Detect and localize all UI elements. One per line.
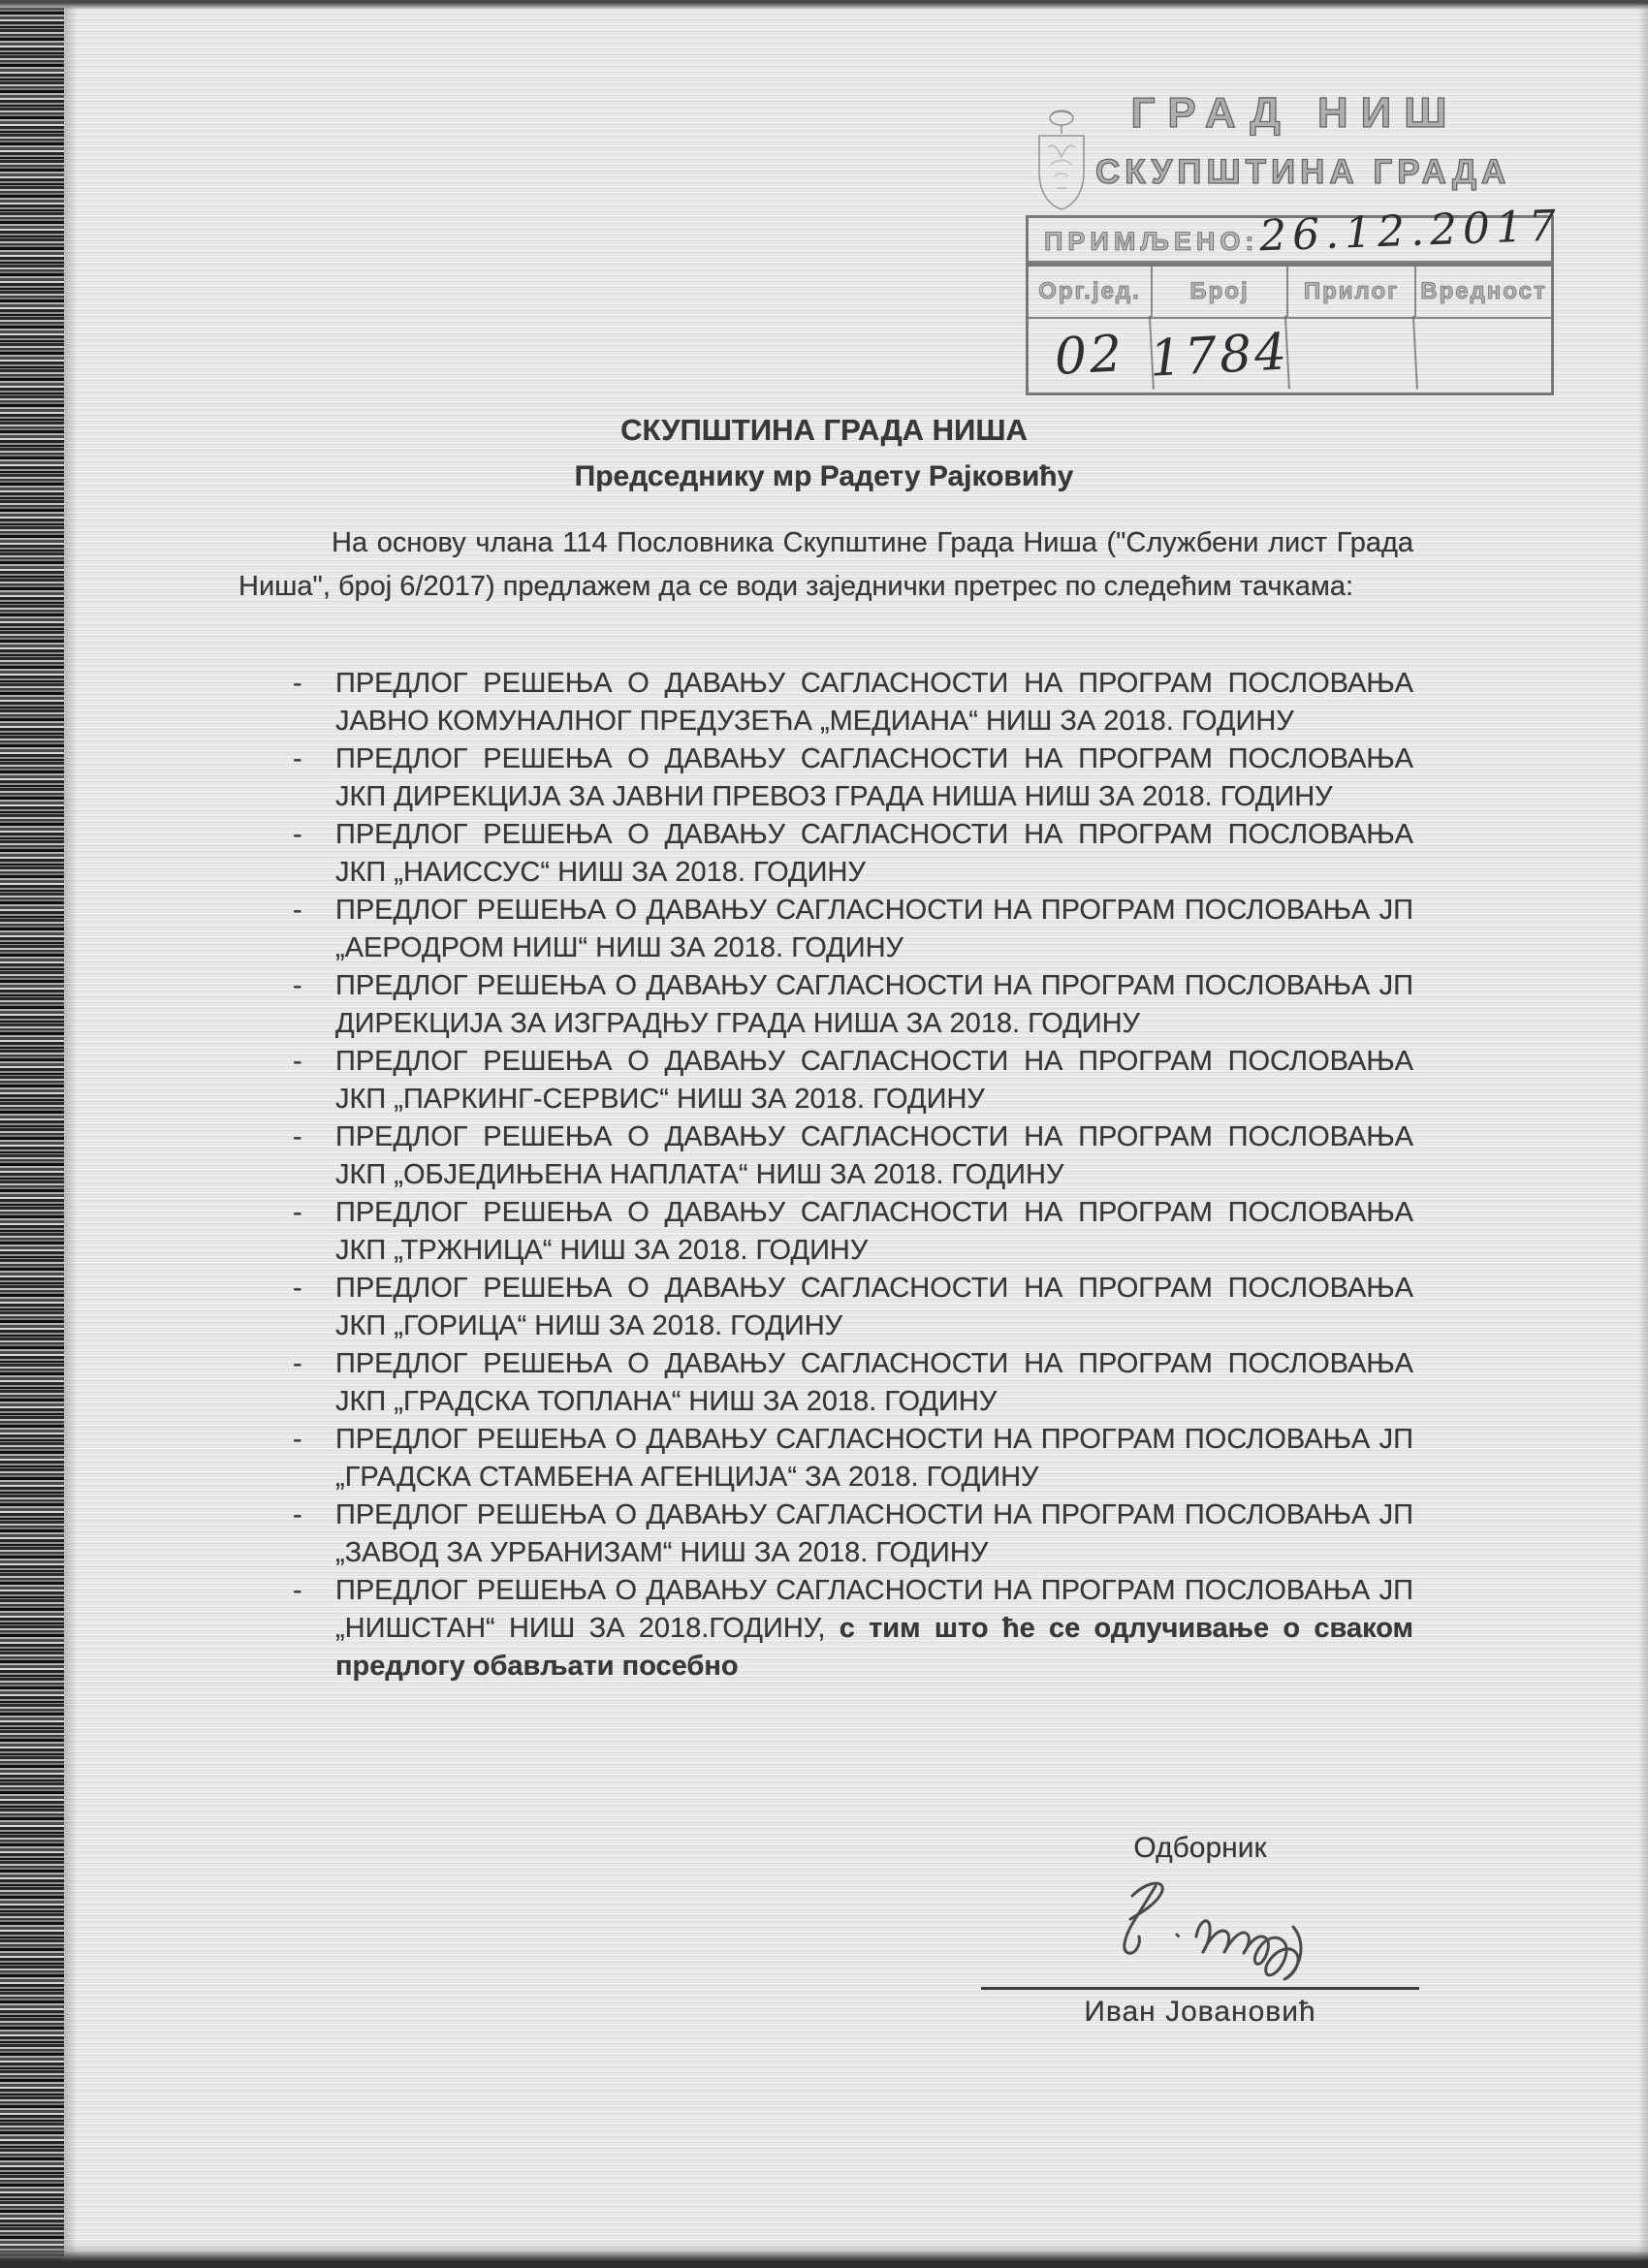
scanner-right-edge xyxy=(1638,0,1648,2268)
dash-bullet: - xyxy=(293,1121,302,1152)
stamp-table-value-orgjed: 02 xyxy=(1027,316,1155,396)
agenda-item xyxy=(291,1496,1413,1572)
letter-recipient-block xyxy=(233,413,1415,493)
agenda-item-bold-text: с тим што ће се одлучивање о сваком предлогу обављати посебно xyxy=(335,1613,1413,1682)
scanner-left-stripe-band xyxy=(0,0,64,2268)
dash-bullet: - xyxy=(293,1424,302,1455)
signature-role: Одборник xyxy=(1133,1832,1267,1864)
stamp-table-header-vrednost: Вредност xyxy=(1416,267,1551,319)
agenda-item xyxy=(291,816,1413,892)
stamp-table-header-broj: Број xyxy=(1153,267,1288,319)
recipient-subtitle: Председнику мр Радету Рајковићу xyxy=(574,460,1074,492)
stamp-table-value-broj: 1784 xyxy=(1151,315,1290,395)
agenda-item xyxy=(291,1572,1413,1685)
dash-bullet: - xyxy=(293,970,302,1001)
agenda-item-text: ПРЕДЛОГ РЕШЕЊА О ДАВАЊУ САГЛАСНОСТИ НА ПРОГРАМ ПОСЛОВАЊА ЈКП „НАИССУС“ НИШ ЗА 2018. ГОДИНУ xyxy=(335,819,1413,888)
stamp-table-header-prilog: Прилог xyxy=(1288,267,1416,319)
signature-name: Иван Јовановић xyxy=(1084,1996,1316,2028)
coat-of-arms-icon xyxy=(1033,109,1090,218)
dash-bullet: - xyxy=(293,1273,302,1304)
intro-paragraph: На основу члана 114 Пословника Скупштине Града Ниша ("Службени лист Града Ниша", број 6/2017) предлажем да се води заједнички претрес по следећим тачкама: xyxy=(238,527,1413,602)
agenda-list xyxy=(291,665,1413,1685)
stamp-org-name xyxy=(1095,89,1511,192)
dash-bullet: - xyxy=(293,743,302,774)
dash-bullet: - xyxy=(293,895,302,926)
agenda-item xyxy=(291,1270,1413,1345)
signature-block xyxy=(981,1832,1419,2029)
received-label: ПРИМЉЕНО: xyxy=(1044,227,1259,256)
stamp-table-value-prilog xyxy=(1286,316,1418,396)
agenda-item-text: ПРЕДЛОГ РЕШЕЊА О ДАВАЊУ САГЛАСНОСТИ НА ПРОГРАМ ПОСЛОВАЊА ЈКП „ГОРИЦА“ НИШ ЗА 2018. ГОДИНУ xyxy=(335,1273,1413,1341)
dash-bullet: - xyxy=(293,1575,302,1606)
signature-scribble-icon xyxy=(987,1873,1413,1987)
agenda-item-text: ПРЕДЛОГ РЕШЕЊА О ДАВАЊУ САГЛАСНОСТИ НА ПРОГРАМ ПОСЛОВАЊА ЈКП „ОБЈЕДИЊЕНА НАПЛАТА“ НИШ ЗА 2018. ГОДИНУ xyxy=(335,1121,1413,1190)
agenda-item-text: ПРЕДЛОГ РЕШЕЊА О ДАВАЊУ САГЛАСНОСТИ НА ПРОГРАМ ПОСЛОВАЊА ЈП „ГРАДСКА СТАМБЕНА АГЕНЦИЈА“ ЗА 2018. ГОДИНУ xyxy=(335,1424,1413,1493)
intro-paragraph-wrap xyxy=(238,521,1413,609)
dash-bullet: - xyxy=(293,668,302,699)
scanner-top-edge xyxy=(0,0,1648,10)
stamp-city: ГРАД НИШ xyxy=(1130,89,1460,137)
agenda-item-text: ПРЕДЛОГ РЕШЕЊА О ДАВАЊУ САГЛАСНОСТИ НА ПРОГРАМ ПОСЛОВАЊА ЈП „АЕРОДРОМ НИШ“ НИШ ЗА 2018. ГОДИНУ xyxy=(335,895,1413,963)
stamp-assembly: СКУПШТИНА ГРАДА xyxy=(1095,153,1511,191)
agenda-item-text: ПРЕДЛОГ РЕШЕЊА О ДАВАЊУ САГЛАСНОСТИ НА ПРОГРАМ ПОСЛОВАЊА ЈП ДИРЕКЦИЈА ЗА ИЗГРАДЊУ ГРАДА НИША ЗА 2018. ГОДИНУ xyxy=(335,970,1413,1039)
received-stamp-box xyxy=(1026,201,1563,264)
agenda-item-text: ПРЕДЛОГ РЕШЕЊА О ДАВАЊУ САГЛАСНОСТИ НА ПРОГРАМ ПОСЛОВАЊА ЈКП „ГРАДСКА ТОПЛАНА“ НИШ ЗА 2018. ГОДИНУ xyxy=(335,1348,1413,1417)
recipient-title: СКУПШТИНА ГРАДА НИША xyxy=(620,413,1028,447)
received-stamp-table xyxy=(1026,264,1554,395)
received-date-handwritten: 26.12.2017 xyxy=(1258,201,1563,262)
agenda-item-text: ПРЕДЛОГ РЕШЕЊА О ДАВАЊУ САГЛАСНОСТИ НА ПРОГРАМ ПОСЛОВАЊА ЈКП ДИРЕКЦИЈА ЗА ЈАВНИ ПРЕВОЗ ГРАДА НИША НИШ ЗА 2018. ГОДИНУ xyxy=(335,743,1413,812)
dash-bullet: - xyxy=(293,819,302,850)
dash-bullet: - xyxy=(293,1046,302,1077)
dash-bullet: - xyxy=(293,1348,302,1379)
stamp-table-header-orgjed: Орг.јед. xyxy=(1029,267,1153,319)
agenda-item-text: ПРЕДЛОГ РЕШЕЊА О ДАВАЊУ САГЛАСНОСТИ НА ПРОГРАМ ПОСЛОВАЊА ЈП „НИШСТАН“ НИШ ЗА 2018.ГОДИНУ, xyxy=(335,1575,1413,1644)
agenda-item-text: ПРЕДЛОГ РЕШЕЊА О ДАВАЊУ САГЛАСНОСТИ НА ПРОГРАМ ПОСЛОВАЊА ЈКП „ПАРКИНГ-СЕРВИС“ НИШ ЗА 2018. ГОДИНУ xyxy=(335,1046,1413,1115)
dash-bullet: - xyxy=(293,1197,302,1228)
agenda-item xyxy=(291,1345,1413,1421)
agenda-item-text: ПРЕДЛОГ РЕШЕЊА О ДАВАЊУ САГЛАСНОСТИ НА ПРОГРАМ ПОСЛОВАЊА ЈКП „ТРЖНИЦА“ НИШ ЗА 2018. ГОДИНУ xyxy=(335,1197,1413,1266)
agenda-item-text: ПРЕДЛОГ РЕШЕЊА О ДАВАЊУ САГЛАСНОСТИ НА ПРОГРАМ ПОСЛОВАЊА ЈАВНО КОМУНАЛНОГ ПРЕДУЗЕЋА „МЕДИАНА“ НИШ ЗА 2018. ГОДИНУ xyxy=(335,668,1413,737)
signature-line xyxy=(981,1987,1419,1990)
agenda-item xyxy=(291,665,1413,740)
scanner-bottom-shadow xyxy=(0,2243,1648,2268)
agenda-item xyxy=(291,967,1413,1043)
scanner-left-stripe-fade xyxy=(64,0,78,2268)
agenda-item xyxy=(291,1043,1413,1118)
agenda-item xyxy=(291,1118,1413,1194)
dash-bullet: - xyxy=(293,1499,302,1530)
agenda-item xyxy=(291,740,1413,816)
agenda-item xyxy=(291,892,1413,967)
agenda-item xyxy=(291,1194,1413,1270)
agenda-item-text: ПРЕДЛОГ РЕШЕЊА О ДАВАЊУ САГЛАСНОСТИ НА ПРОГРАМ ПОСЛОВАЊА ЈП „ЗАВОД ЗА УРБАНИЗАМ“ НИШ ЗА 2018. ГОДИНУ xyxy=(335,1499,1413,1568)
stamp-table-value-vrednost xyxy=(1414,315,1553,395)
agenda-item xyxy=(291,1421,1413,1496)
